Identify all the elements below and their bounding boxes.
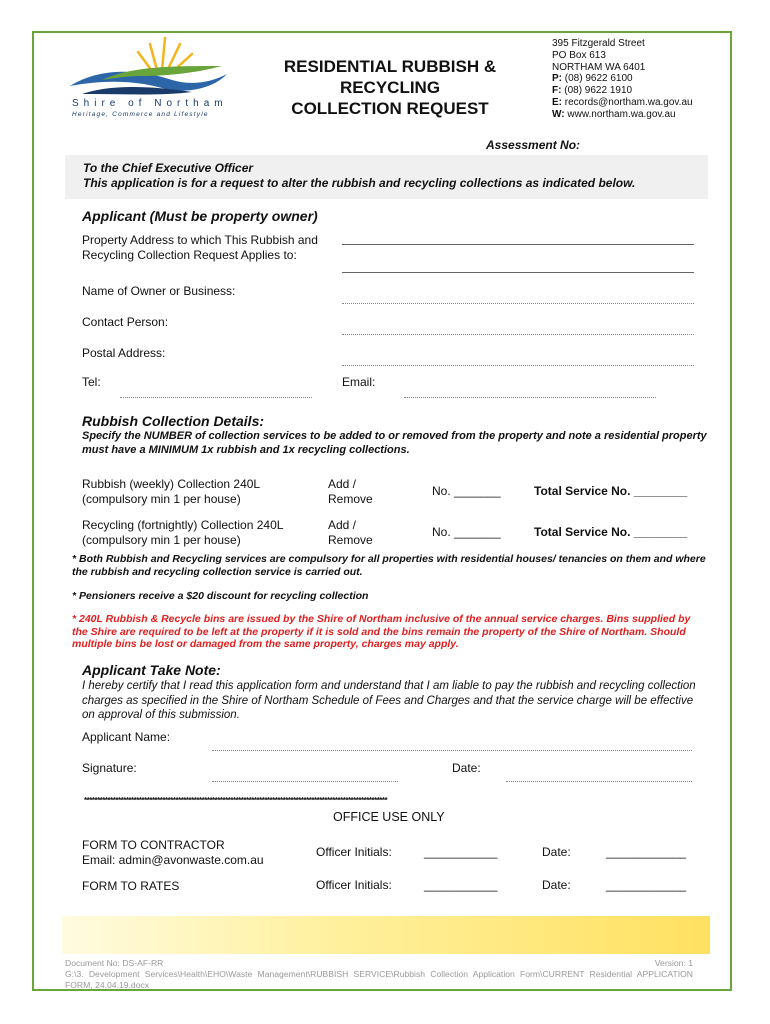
office-date-label-2: Date:	[542, 878, 571, 892]
certification-text: I hereby certify that I read this application form and understand that I am liable to pay the rubbish and recycling collection charges as specified in the Shire of Northam Schedule of Fees and Charges and that the service charge will be effective on approval of this submission.	[82, 680, 696, 721]
footer-decoration	[62, 916, 710, 954]
owner-field[interactable]	[342, 303, 694, 304]
officer-initials-field-2[interactable]: ___________	[424, 878, 498, 892]
page-title: RESIDENTIAL RUBBISH & RECYCLING COLLECTION REQUEST	[283, 57, 497, 118]
note-compulsory: * Both Rubbish and Recycling services are compulsory for all properties with residential houses/ tenancies on them and where the rubbish and recycling collection service is carried out.	[72, 553, 706, 578]
contact-label: Contact Person:	[82, 315, 169, 329]
office-date-field-2[interactable]: ____________	[606, 878, 687, 892]
signature-label: Signature:	[82, 761, 137, 775]
recycling-total-field[interactable]: Total Service No. ________	[534, 525, 688, 539]
shire-address: 395 Fitzgerald Street PO Box 613 NORTHAM WA 6401 P: (08) 9622 6100 F: (08) 9622 1910 E: records@northam.wa.gov.au W: www.northam.wa.gov.au	[552, 38, 693, 120]
property-address-field[interactable]	[342, 244, 694, 245]
form-to-contractor: FORM TO CONTRACTOR Email: admin@avonwaste.com.au	[82, 838, 264, 867]
recycling-add-remove[interactable]: Add / Remove	[328, 518, 373, 547]
applicant-name-label: Applicant Name:	[82, 730, 171, 744]
owner-label: Name of Owner or Business:	[82, 284, 236, 298]
take-note-heading: Applicant Take Note:	[82, 662, 221, 678]
intro-box: To the Chief Executive Officer This application is for a request to alter the rubbish and recycling collections as indicated below.	[65, 155, 708, 199]
footer	[65, 958, 693, 991]
signature-field[interactable]	[212, 781, 398, 782]
property-address-label: Property Address to which This Rubbish and Recycling Collection Request Applies to:	[82, 233, 318, 262]
recycling-no-field[interactable]: No. _______	[432, 525, 501, 539]
logo-tagline: Heritage, Commerce and Lifestyle	[72, 111, 209, 118]
date-label: Date:	[452, 761, 481, 775]
contact-field[interactable]	[342, 334, 694, 335]
office-use-heading: OFFICE USE ONLY	[333, 810, 445, 824]
postal-label: Postal Address:	[82, 346, 166, 360]
shire-logo	[62, 36, 232, 122]
applicant-heading: Applicant (Must be property owner)	[82, 208, 318, 224]
separator: ********************************************************************************************************************	[84, 796, 388, 805]
officer-initials-label-2: Officer Initials:	[316, 878, 392, 892]
collection-instruction: Specify the NUMBER of collection services to be added to or removed from the property and note a residential property must have a MINIMUM 1x rubbish and 1x recycling collections.	[82, 430, 707, 456]
logo-graphic-icon	[62, 36, 232, 100]
version: Version: 1	[654, 958, 693, 968]
email-link[interactable]: records@northam.wa.gov.au	[564, 96, 693, 108]
tel-label: Tel:	[82, 375, 101, 389]
collection-heading: Rubbish Collection Details:	[82, 413, 265, 429]
form-to-rates: FORM TO RATES	[82, 879, 180, 893]
rubbish-no-field[interactable]: No. _______	[432, 484, 501, 498]
doc-number: Document No: DS-AF-RR	[65, 958, 164, 968]
postal-field[interactable]	[342, 365, 694, 366]
note-pensioners: * Pensioners receive a $20 discount for recycling collection	[72, 590, 369, 602]
rubbish-total-field[interactable]: Total Service No. ________	[534, 484, 688, 498]
date-field[interactable]	[506, 781, 692, 782]
file-path: G:\3. Development Services\Health\EHO\Waste Management\RUBBISH SERVICE\Rubbish Collection Application Form\CURRENT Residential APPLICATION FORM, 24.04.19.docx	[65, 969, 693, 990]
rubbish-service-label: Rubbish (weekly) Collection 240L (compulsory min 1 per house)	[82, 477, 261, 506]
email-label: Email:	[342, 375, 376, 389]
office-date-label-1: Date:	[542, 845, 571, 859]
officer-initials-field-1[interactable]: ___________	[424, 845, 498, 859]
recycling-service-label: Recycling (fortnightly) Collection 240L (compulsory min 1 per house)	[82, 518, 284, 547]
web-link[interactable]: www.northam.wa.gov.au	[567, 108, 676, 120]
rubbish-add-remove[interactable]: Add / Remove	[328, 477, 373, 506]
office-date-field-1[interactable]: ____________	[606, 845, 687, 859]
applicant-name-field[interactable]	[212, 750, 692, 751]
assessment-no-label: Assessment No:	[486, 138, 581, 152]
property-address-field-2[interactable]	[342, 272, 694, 273]
note-bins: * 240L Rubbish & Recycle bins are issued by the Shire of Northam inclusive of the annual service charges. Bins supplied by the Shire are required to be left at the property if it is sold and the bins remain the property of the Shire of Northam. Should multiple bins be lost or damaged from the same property, charges may apply.	[72, 613, 691, 650]
tel-field[interactable]	[120, 397, 312, 398]
logo-name: Shire of Northam	[72, 98, 228, 109]
email-field[interactable]	[404, 397, 656, 398]
officer-initials-label-1: Officer Initials:	[316, 845, 392, 859]
